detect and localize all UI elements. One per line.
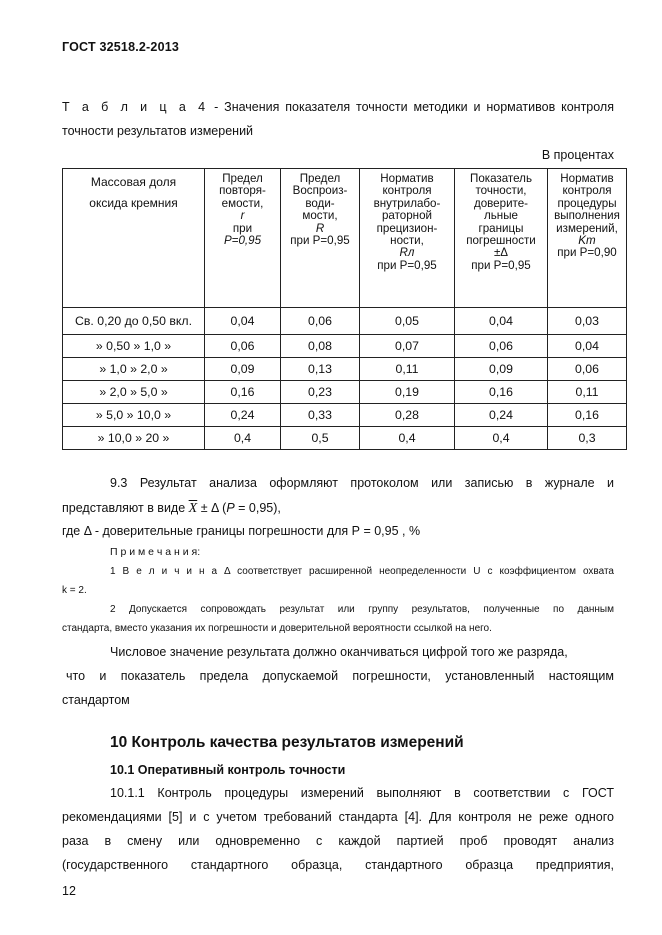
header-line: при [232,221,253,235]
header-line: точности, [475,184,527,198]
para-9-3-line2 [62,497,281,520]
header-line: Предел [222,172,263,185]
table-row [63,404,627,427]
x-bar-symbol: $\overline{X}$ [188,501,198,516]
row-value-cell: 0,4 [455,427,548,450]
para-numeric-line3: стандартом [62,693,130,707]
row-range-cell: » 1,0 » 2,0 » [63,358,205,381]
table-caption-line2: точности результатов измерений [62,124,254,138]
section-10-1-subtitle: 10.1 Оперативный контроль точности [110,763,346,777]
para-9-3-line3: где Δ - доверительные границы погрешности для Р = 0,95 , % [62,524,421,538]
row-value-cell: 0,08 [281,335,360,358]
text-fragment: представляют в виде [62,501,189,515]
row-value-cell: 0,16 [205,381,281,404]
row-value-cell: 0,13 [281,358,360,381]
row-value-cell: 0,04 [548,335,627,358]
header-line: доверите- [473,196,529,210]
row-value-cell: 0,04 [455,308,548,335]
para-numeric-line2: что и показатель предела допускаемой погрешности, установленный настоящим [66,669,614,683]
row-value-cell: 0,06 [548,358,627,381]
header-line: ности, [390,234,424,248]
row-range-cell: Св. 0,20 до 0,50 вкл. [63,308,205,335]
header-symbol: ±Δ [493,246,509,260]
note-1-line1: 1 В е л и ч и н а Δ соответствует расширенной неопределенности U с коэффициентом охвата [110,566,614,577]
header-line: мости, [302,209,338,223]
row-value-cell: 0,4 [205,427,281,450]
header-condition: при P=0,90 [557,246,617,260]
header-condition: при P=0,95 [377,258,437,272]
row-value-cell: 0,09 [205,358,281,381]
header-line: Воспроиз- [292,184,348,198]
table-caption [62,100,614,114]
row-value-cell: 0,06 [455,335,548,358]
header-reproducibility [281,169,360,308]
header-line: Показатель [470,172,532,185]
row-value-cell: 0,03 [548,308,627,335]
row-value-cell: 0,19 [360,381,455,404]
header-line: Норматив [560,172,614,185]
header-line: прецизион- [376,221,438,235]
header-line: повторя- [219,184,266,198]
header-line: процедуры [557,196,617,210]
header-accuracy-index [455,169,548,308]
header-procedure-control [548,169,627,308]
header-line: льные [484,209,518,223]
row-value-cell: 0,06 [205,335,281,358]
para-numeric-line1: Числовое значение результата должно оканчиваться цифрой того же разряда, [110,645,568,659]
table-body [63,308,627,450]
para-10-1-1-line2: рекомендациями [5] и с учетом требований стандарта [4]. Для контроля не реже одного [62,810,614,824]
row-value-cell: 0,16 [548,404,627,427]
table-row [63,358,627,381]
row-value-cell: 0,5 [281,427,360,450]
row-value-cell: 0,24 [205,404,281,427]
header-line: внутрилабо- [373,196,441,210]
header-symbol: R [315,221,325,235]
para-10-1-1-line3: раза в смену или одновременно с каждой партией проб проводят анализ [62,834,614,848]
header-symbol: Km [578,234,596,248]
header-condition: при P=0,95 [290,234,350,248]
header-symbol: Rл [399,246,415,260]
row-value-cell: 0,33 [281,404,360,427]
row-range-cell: » 5,0 » 10,0 » [63,404,205,427]
table-row [63,381,627,404]
table-caption-text: - Значения показателя точности методики и нормативов контроля [208,100,614,114]
row-value-cell: 0,23 [281,381,360,404]
note-2-line2: стандарта, вместо указания их погрешности и доверительной вероятности ссылкой на него. [62,623,492,634]
row-range-cell: » 2,0 » 5,0 » [63,381,205,404]
header-line: измерений, [556,221,618,235]
row-value-cell: 0,04 [205,308,281,335]
text-fragment: = 0,95), [234,501,281,515]
row-value-cell: 0,06 [281,308,360,335]
table-caption-label: Т а б л и ц а 4 [62,100,209,114]
para-10-1-1-line1: 10.1.1 Контроль процедуры измерений выполняют в соответствии с ГОСТ [110,786,614,800]
section-10-title: 10 Контроль качества результатов измерений [110,734,464,751]
row-value-cell: 0,16 [455,381,548,404]
text-fragment: P [226,501,235,515]
row-value-cell: 0,24 [455,404,548,427]
row-value-cell: 0,4 [360,427,455,450]
table-row [63,427,627,450]
row-value-cell: 0,05 [360,308,455,335]
note-1-line2: k = 2. [62,585,87,596]
row-value-cell: 0,28 [360,404,455,427]
row-value-cell: 0,09 [455,358,548,381]
para-9-3-line1: 9.3 Результат анализа оформляют протоколом или записью в журнале и [110,476,614,490]
row-value-cell: 0,11 [548,381,627,404]
header-condition: при P=0,95 [471,258,531,272]
header-condition: P=0,95 [223,234,262,248]
header-line: контроля [562,184,612,198]
page-number: 12 [62,884,76,898]
header-symbol: r [240,209,245,223]
header-line: выполнения [554,209,620,223]
header-line: Массовая доля [90,175,177,189]
header-line: емости, [221,196,264,210]
note-2-line1: 2 Допускается сопровождать результат или группу результатов, полученные по данным [110,604,614,615]
table-row [63,308,627,335]
row-value-cell: 0,3 [548,427,627,450]
accuracy-table [62,168,627,450]
header-intralab-precision [360,169,455,308]
row-value-cell: 0,07 [360,335,455,358]
document-header: ГОСТ 32518.2-2013 [62,40,180,54]
header-mass-fraction [63,169,205,308]
text-fragment: ± Δ ( [197,501,227,515]
header-line: Предел [299,172,341,185]
header-line: Норматив [380,172,434,185]
header-line: контроля [382,184,432,198]
row-range-cell: » 0,50 » 1,0 » [63,335,205,358]
header-repeatability [205,169,281,308]
row-value-cell: 0,11 [360,358,455,381]
header-line: погрешности [466,234,536,248]
para-10-1-1-line4: (государственного стандартного образца, стандартного образца предприятия, [62,858,614,872]
header-line: води- [305,196,335,210]
table-unit: В процентах [541,148,614,162]
header-line: оксида кремния [89,196,178,210]
header-line: границы [478,221,524,235]
row-range-cell: » 10,0 » 20 » [63,427,205,450]
table-row [63,335,627,358]
notes-title: П р и м е ч а н и я: [110,546,201,558]
header-line: раторной [381,209,433,223]
